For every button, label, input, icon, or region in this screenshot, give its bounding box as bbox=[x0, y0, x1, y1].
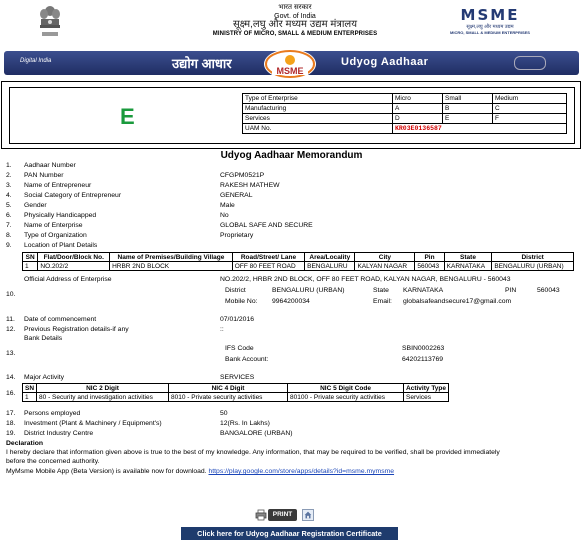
printer-icon bbox=[255, 509, 267, 521]
field-number: 9. bbox=[6, 242, 12, 249]
field-value: 50 bbox=[220, 410, 228, 417]
field-label: Name of Enterprise bbox=[24, 222, 83, 229]
table-cell: OFF 80 FEET ROAD bbox=[232, 262, 304, 271]
table-header: Area/Locality bbox=[305, 253, 355, 262]
enterprise-category-letter: E bbox=[120, 104, 135, 129]
mobile-app-text bbox=[6, 468, 394, 475]
enterprise-category-box bbox=[1, 81, 581, 149]
declaration-title: Declaration bbox=[6, 440, 44, 447]
field-value: 07/01/2016 bbox=[220, 316, 255, 323]
field-label: Location of Plant Details bbox=[24, 242, 98, 249]
declaration-text-2: before the concerned authority. bbox=[6, 458, 100, 465]
national-emblem-icon bbox=[36, 4, 64, 42]
state-label: State bbox=[373, 287, 389, 294]
table-header: SN bbox=[23, 253, 38, 262]
field-number: 5. bbox=[6, 202, 12, 209]
field-value: 12(Rs. In Lakhs) bbox=[220, 420, 270, 427]
field-number: 7. bbox=[6, 222, 12, 229]
field-label: Investment (Plant & Machinery / Equipment's) bbox=[24, 420, 162, 427]
field-value: GENERAL bbox=[220, 192, 253, 199]
udyog-aadhaar-hindi: उद्योग आधार bbox=[172, 56, 232, 71]
uam-number: KR03E0136587 bbox=[393, 124, 567, 134]
udyog-aadhaar-en: Udyog Aadhaar bbox=[341, 56, 429, 68]
pin-label: PIN bbox=[505, 287, 517, 294]
enterprise-type-table bbox=[242, 93, 567, 134]
table-cell: BENGALURU (URBAN) bbox=[492, 262, 574, 271]
table-cell: Type of Enterprise bbox=[243, 94, 393, 104]
table-cell: 8010 - Private security activities bbox=[169, 393, 288, 402]
nic-code-table bbox=[22, 383, 449, 402]
field-number: 18. bbox=[6, 420, 16, 427]
field-number: 10. bbox=[6, 291, 16, 298]
state-value: KARNATAKA bbox=[403, 287, 444, 294]
ministry-title bbox=[170, 4, 420, 38]
table-cell: Micro bbox=[393, 94, 443, 104]
home-icon bbox=[303, 510, 313, 520]
mobile-app-note: MyMsme Mobile App (Beta Version) is available now for download. bbox=[6, 468, 207, 475]
table-row bbox=[243, 94, 567, 104]
official-address-line: NO.202/2, HRBR 2ND BLOCK, OFF 80 FEET ROAD, KALYAN NAGAR, BENGALURU - 560043 bbox=[220, 276, 511, 283]
ifs-label: IFS Code bbox=[225, 345, 254, 352]
email-label: Email: bbox=[373, 298, 392, 305]
table-cell: 80 - Security and investigation activities bbox=[37, 393, 169, 402]
bank-details-label: Bank Details bbox=[24, 335, 63, 342]
field-number: 1. bbox=[6, 162, 12, 169]
mobile-value: 9964200034 bbox=[272, 298, 310, 305]
field-value: :: bbox=[220, 326, 224, 333]
table-row bbox=[243, 114, 567, 124]
registration-certificate-button[interactable]: Click here for Udyog Aadhaar Registration Certificate bbox=[181, 527, 398, 540]
table-cell: Small bbox=[443, 94, 493, 104]
hindi-govt: भारत सरकार bbox=[278, 4, 312, 11]
uam-label: UAM No. bbox=[243, 124, 393, 134]
msme-logo-text: MSME bbox=[460, 6, 520, 24]
table-row bbox=[23, 393, 449, 402]
field-number: 3. bbox=[6, 182, 12, 189]
print-button-label: PRINT bbox=[268, 509, 297, 521]
table-cell: F bbox=[493, 114, 567, 124]
table-header: Pin bbox=[415, 253, 444, 262]
field-label: Type of Organization bbox=[24, 232, 87, 239]
table-cell: 1 bbox=[23, 393, 37, 402]
field-number: 6. bbox=[6, 212, 12, 219]
table-cell: C bbox=[493, 104, 567, 114]
field-label: Date of commencement bbox=[24, 316, 97, 323]
official-address-label: Official Address of Enterprise bbox=[24, 276, 112, 283]
ministry-en: MINISTRY OF MICRO, SMALL & MEDIUM ENTERPRISES bbox=[212, 30, 378, 37]
msme-logo bbox=[440, 6, 540, 35]
table-cell: E bbox=[443, 114, 493, 124]
field-label: PAN Number bbox=[24, 172, 64, 179]
field-number: 2. bbox=[6, 172, 12, 179]
table-cell: B bbox=[443, 104, 493, 114]
home-button[interactable] bbox=[302, 509, 314, 521]
table-cell: D bbox=[393, 114, 443, 124]
field-value: GLOBAL SAFE AND SECURE bbox=[220, 222, 313, 229]
print-button[interactable] bbox=[255, 508, 297, 522]
table-header: Name of Premises/Building Village bbox=[110, 253, 233, 262]
email-value: globalsafeandsecure17@gmail.com bbox=[403, 298, 512, 305]
table-cell: 1 bbox=[23, 262, 38, 271]
table-header: Activity Type bbox=[404, 384, 449, 393]
plant-location-table bbox=[22, 252, 574, 271]
msme-logo-hindi: सूक्ष्म,लघु और मध्यम उद्यम bbox=[466, 24, 514, 30]
table-row bbox=[243, 104, 567, 114]
field-label: Gender bbox=[24, 202, 47, 209]
table-cell: BENGALURU bbox=[305, 262, 355, 271]
table-row bbox=[23, 262, 574, 271]
field-number: 8. bbox=[6, 232, 12, 239]
table-row bbox=[243, 124, 567, 134]
table-header: NIC 5 Digit Code bbox=[288, 384, 404, 393]
field-value: No bbox=[220, 212, 229, 219]
field-label: District Industry Centre bbox=[24, 430, 94, 437]
field-number: 4. bbox=[6, 192, 12, 199]
table-cell: Services bbox=[404, 393, 449, 402]
table-header: State bbox=[444, 253, 492, 262]
table-cell: 560043 bbox=[415, 262, 444, 271]
bank-account-value: 64202113769 bbox=[402, 356, 444, 363]
ifs-value: SBIN0002263 bbox=[402, 345, 445, 352]
table-cell: NO.202/2 bbox=[38, 262, 110, 271]
field-number: 16. bbox=[6, 390, 16, 397]
table-cell: KARNATAKA bbox=[444, 262, 492, 271]
declaration-text: I hereby declare that information given above is true to the best of my knowledge. Any information, that may be required to be verified, shall be provided immediately bbox=[6, 449, 500, 456]
mobile-app-link[interactable]: https://play.google.com/store/apps/details?id=msme.mymsme bbox=[208, 468, 395, 475]
table-cell: Services bbox=[243, 114, 393, 124]
table-cell: KALYAN NAGAR bbox=[355, 262, 415, 271]
district-value: BENGALURU (URBAN) bbox=[272, 287, 345, 294]
district-label: District bbox=[225, 287, 246, 294]
memo-title: Udyog Aadhaar Memorandum bbox=[220, 150, 363, 161]
field-label: Persons employed bbox=[24, 410, 81, 417]
table-header: NIC 2 Digit bbox=[37, 384, 169, 393]
field-number: 13. bbox=[6, 350, 16, 357]
msme-logo-en: MICRO, SMALL & MEDIUM ENTERPRISES bbox=[450, 30, 530, 35]
table-header: NIC 4 Digit bbox=[169, 384, 288, 393]
mobile-label: Mobile No: bbox=[225, 298, 258, 305]
field-label: Aadhaar Number bbox=[24, 162, 76, 169]
make-in-india-badge-icon bbox=[514, 56, 546, 70]
table-cell: A bbox=[393, 104, 443, 114]
field-value: BANGALORE (URBAN) bbox=[220, 430, 293, 437]
govt-of-india: Govt. of India bbox=[274, 12, 316, 20]
msme-seal-text: MSME bbox=[276, 66, 304, 76]
enterprise-inner-box bbox=[9, 87, 575, 144]
field-number: 12. bbox=[6, 326, 16, 333]
table-header: District bbox=[492, 253, 574, 262]
page-header bbox=[0, 0, 583, 48]
field-number: 11. bbox=[6, 316, 15, 323]
digital-india-logo: Digital India bbox=[20, 58, 52, 64]
table-header-row bbox=[23, 384, 449, 393]
pin-value: 560043 bbox=[537, 287, 560, 294]
field-label: Social Category of Entrepreneur bbox=[24, 192, 122, 199]
table-header: Road/Street/ Lane bbox=[232, 253, 304, 262]
field-value: Male bbox=[220, 202, 235, 209]
field-label: Major Activity bbox=[24, 374, 65, 381]
bank-account-label: Bank Account: bbox=[225, 356, 269, 363]
field-label: Previous Registration details-if any bbox=[24, 326, 129, 333]
table-header-row bbox=[23, 253, 574, 262]
table-header: SN bbox=[23, 384, 37, 393]
table-header: Flat/Door/Block No. bbox=[38, 253, 110, 262]
hindi-ministry: सूक्ष्म,लघु और मध्यम उद्यम मंत्रालय bbox=[232, 19, 358, 30]
msme-seal-icon bbox=[260, 48, 320, 80]
field-number: 19. bbox=[6, 430, 16, 437]
field-value: RAKESH MATHEW bbox=[220, 182, 280, 189]
table-cell: 80100 - Private security activities bbox=[288, 393, 404, 402]
table-cell: Manufacturing bbox=[243, 104, 393, 114]
table-cell: HRBR 2ND BLOCK bbox=[110, 262, 233, 271]
field-number: 17. bbox=[6, 410, 16, 417]
field-number: 14. bbox=[6, 374, 16, 381]
field-value: CFGPM0521P bbox=[220, 172, 265, 179]
table-cell: Medium bbox=[493, 94, 567, 104]
field-label: Physically Handicapped bbox=[24, 212, 97, 219]
field-value: Proprietary bbox=[220, 232, 254, 239]
field-value: SERVICES bbox=[220, 374, 255, 381]
field-label: Name of Entrepreneur bbox=[24, 182, 92, 189]
table-header: City bbox=[355, 253, 415, 262]
